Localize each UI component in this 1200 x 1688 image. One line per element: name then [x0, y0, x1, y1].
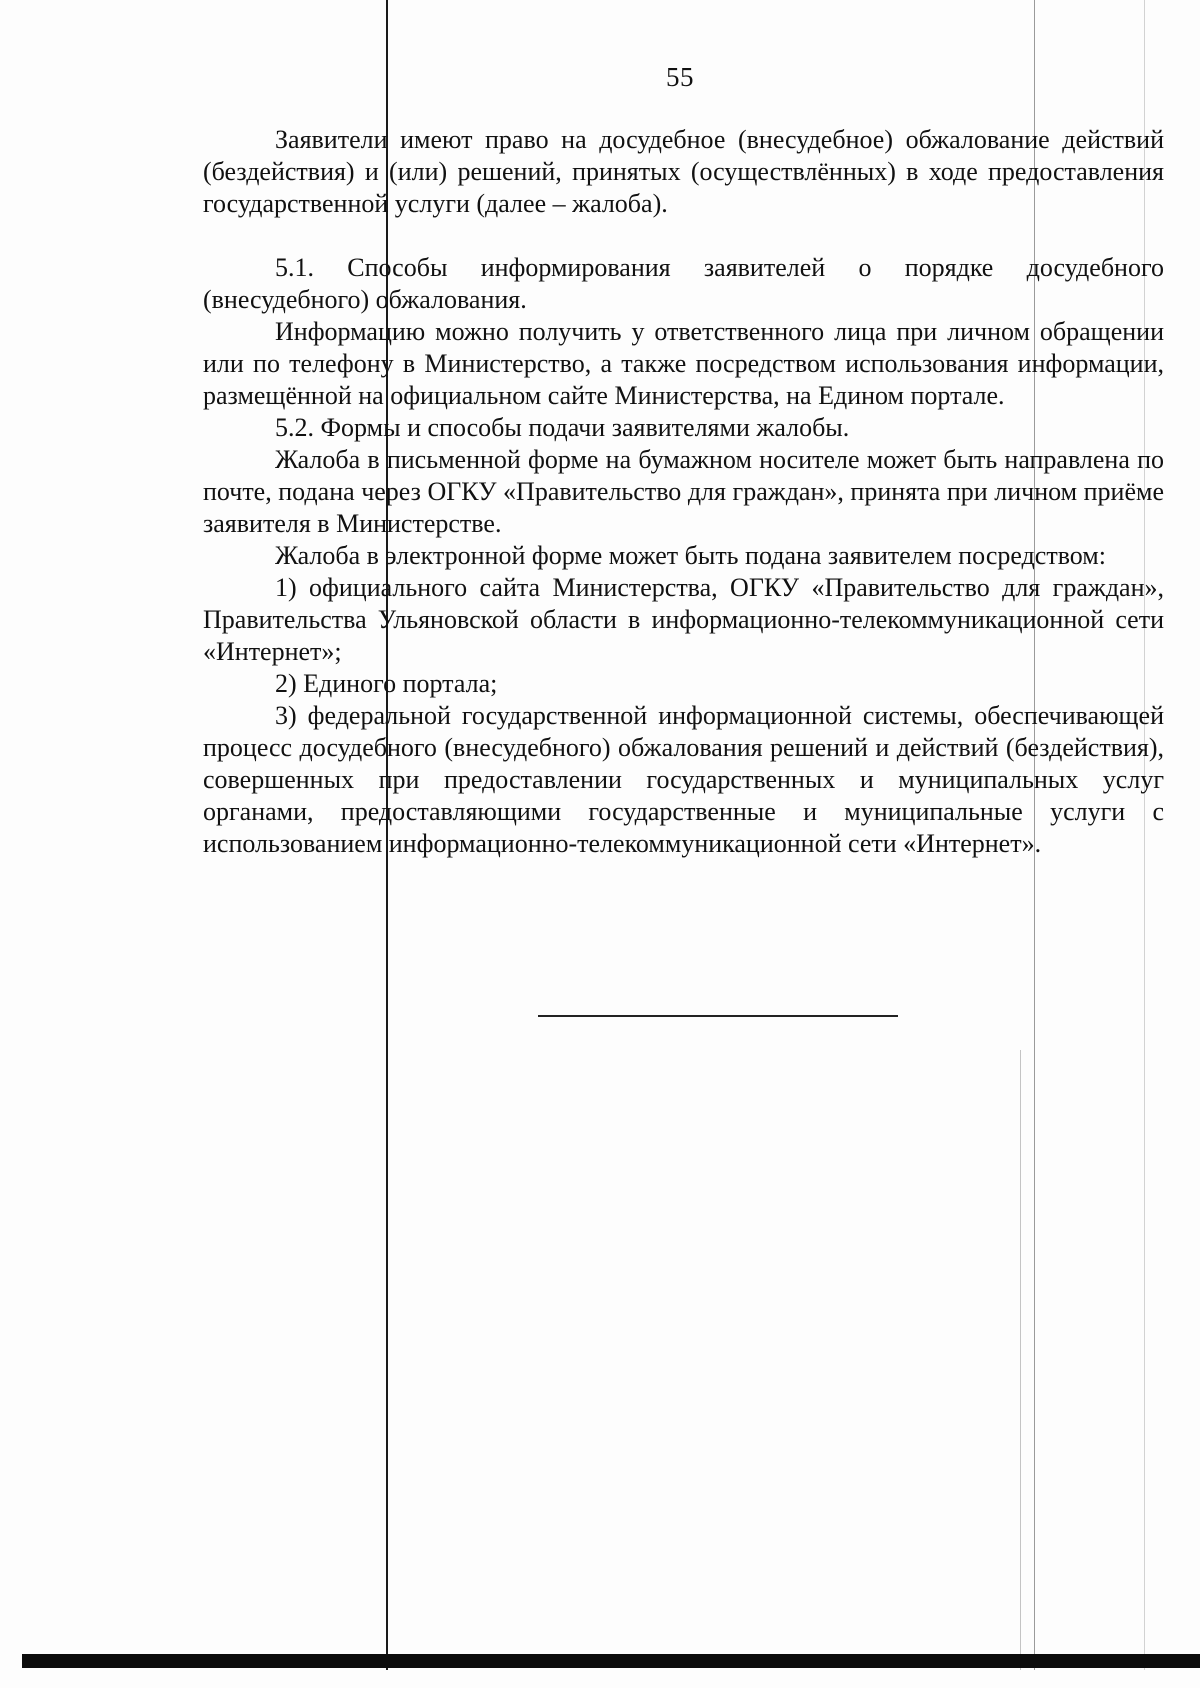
list-item-federal-system: 3) федеральной государственной информационной системы, обеспечивающей процесс досудебного (внесудебного) обжалования решений и действий (бездействия), совершенных при предоставлении государственных и муниципальных услуг органами, предоставляющими государственные и муниципальные услуги с использованием информационно-телекоммуникационной сети «Интернет». [203, 701, 1164, 858]
paragraph-complaint-right: Заявители имеют право на досудебное (внесудебное) обжалование действий (бездействия) и (или) решений, принятых (осуществлённых) в ходе предоставления государственной услуги (далее – жалоба). [203, 125, 1164, 218]
paragraph-information-sources: Информацию можно получить у ответственного лица при личном обращении или по телефону в Министерство, а также посредством использования информации, размещённой на официальном сайте Министерства, на Едином портале. [203, 317, 1164, 410]
list-item-official-sites: 1) официального сайта Министерства, ОГКУ «Правительство для граждан», Правительства Ульяновской области в информационно-телекоммуникационной сети «Интернет»; [203, 573, 1164, 666]
list-item-single-portal: 2) Единого портала; [275, 669, 498, 698]
end-of-text-rule [538, 1015, 898, 1017]
scan-artifact-line [1020, 1050, 1021, 1670]
paragraph-section-5-1: 5.1. Способы информирования заявителей о порядке досудебного (внесудебного) обжалования. [203, 253, 1164, 314]
paragraph-section-5-2: 5.2. Формы и способы подачи заявителями жалобы. [275, 413, 850, 442]
scan-artifact-bottom-bar [22, 1654, 1200, 1668]
paragraph-written-complaint: Жалоба в письменной форме на бумажном носителе может быть направлена по почте, подана через ОГКУ «Правительство для граждан», принята при личном приёме заявителя в Министерстве. [203, 445, 1164, 538]
paragraph-electronic-complaint: Жалоба в электронной форме может быть подана заявителем посредством: [275, 541, 1106, 570]
document-body [203, 124, 1164, 860]
page-number: 55 [666, 62, 694, 92]
